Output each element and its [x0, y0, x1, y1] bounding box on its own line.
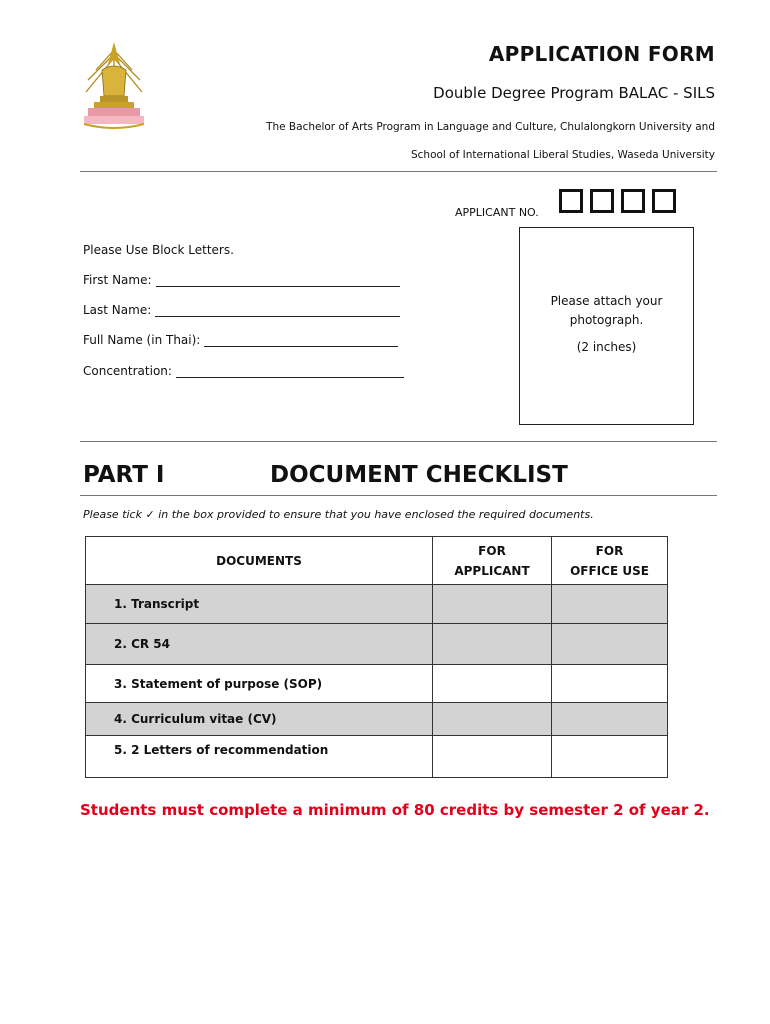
applicant-checkbox[interactable]: [433, 703, 552, 736]
document-checklist-table: [85, 536, 668, 778]
applicant-number-box[interactable]: [652, 189, 676, 213]
table-row: [86, 624, 668, 665]
credit-requirement-note: Students must complete a minimum of 80 credits by semester 2 of year 2.: [80, 801, 710, 819]
last-name-field[interactable]: [83, 303, 400, 317]
documents-header: DOCUMENTS: [86, 537, 433, 585]
university-line-1: The Bachelor of Arts Program in Language and Culture, Chulalongkorn University and: [266, 121, 715, 133]
office-checkbox: [552, 703, 668, 736]
for-applicant-header-line-2: APPLICANT: [454, 563, 530, 578]
program-subtitle: Double Degree Program BALAC - SILS: [433, 84, 715, 102]
document-name: 1. Transcript: [86, 585, 433, 624]
part-divider: [80, 495, 717, 496]
office-checkbox: [552, 665, 668, 703]
for-office-header-line-2: OFFICE USE: [570, 563, 649, 578]
table-row: [86, 585, 668, 624]
for-applicant-header-line-1: FOR: [478, 543, 506, 558]
form-title: APPLICATION FORM: [488, 42, 715, 66]
full-name-thai-field[interactable]: [83, 333, 398, 347]
applicant-checkbox[interactable]: [433, 736, 552, 778]
header-divider: [80, 171, 717, 172]
applicant-number-boxes: [559, 189, 676, 213]
document-name: 2. CR 54: [86, 624, 433, 665]
for-office-header-line-1: FOR: [595, 543, 624, 558]
photo-instruction-1: Please attach your: [550, 294, 663, 308]
university-crest-icon: [80, 40, 148, 132]
full-name-thai-input-line[interactable]: [204, 334, 398, 347]
applicant-number-label: APPLICANT NO.: [455, 206, 539, 219]
applicant-number-box[interactable]: [559, 189, 583, 213]
applicant-checkbox[interactable]: [433, 665, 552, 703]
university-line-2: School of International Liberal Studies, Waseda University: [410, 149, 715, 161]
table-row: [86, 736, 668, 778]
first-name-input-line[interactable]: [156, 274, 400, 287]
table-row: [86, 703, 668, 736]
last-name-input-line[interactable]: [155, 304, 400, 317]
table-header-row: [86, 537, 668, 585]
first-name-field[interactable]: [83, 273, 400, 287]
photo-instruction-2: photograph.: [569, 313, 644, 327]
concentration-label: Concentration:: [83, 364, 172, 378]
concentration-field[interactable]: [83, 364, 404, 378]
last-name-label: Last Name:: [83, 303, 152, 317]
office-checkbox: [552, 585, 668, 624]
full-name-thai-label: Full Name (in Thai):: [83, 333, 201, 347]
checklist-instruction: Please tick ✓ in the box provided to ensure that you have enclosed the required documents.: [83, 508, 594, 521]
for-applicant-header: [433, 537, 552, 585]
document-name: 3. Statement of purpose (SOP): [86, 665, 433, 703]
document-name: 4. Curriculum vitae (CV): [86, 703, 433, 736]
part-title: DOCUMENT CHECKLIST: [270, 462, 568, 488]
first-name-label: First Name:: [83, 273, 152, 287]
photo-box[interactable]: [519, 227, 694, 425]
applicant-number-box[interactable]: [621, 189, 645, 213]
table-row: [86, 665, 668, 703]
office-checkbox: [552, 624, 668, 665]
applicant-checkbox[interactable]: [433, 585, 552, 624]
block-letters-instruction: Please Use Block Letters.: [83, 243, 234, 257]
photo-size-note: (2 inches): [576, 340, 637, 354]
document-name: 5. 2 Letters of recommendation: [86, 736, 433, 778]
applicant-number-box[interactable]: [590, 189, 614, 213]
office-checkbox: [552, 736, 668, 778]
concentration-input-line[interactable]: [176, 365, 404, 378]
section-divider: [80, 441, 717, 442]
part-number: PART I: [83, 462, 165, 488]
applicant-checkbox[interactable]: [433, 624, 552, 665]
for-office-use-header: [552, 537, 668, 585]
